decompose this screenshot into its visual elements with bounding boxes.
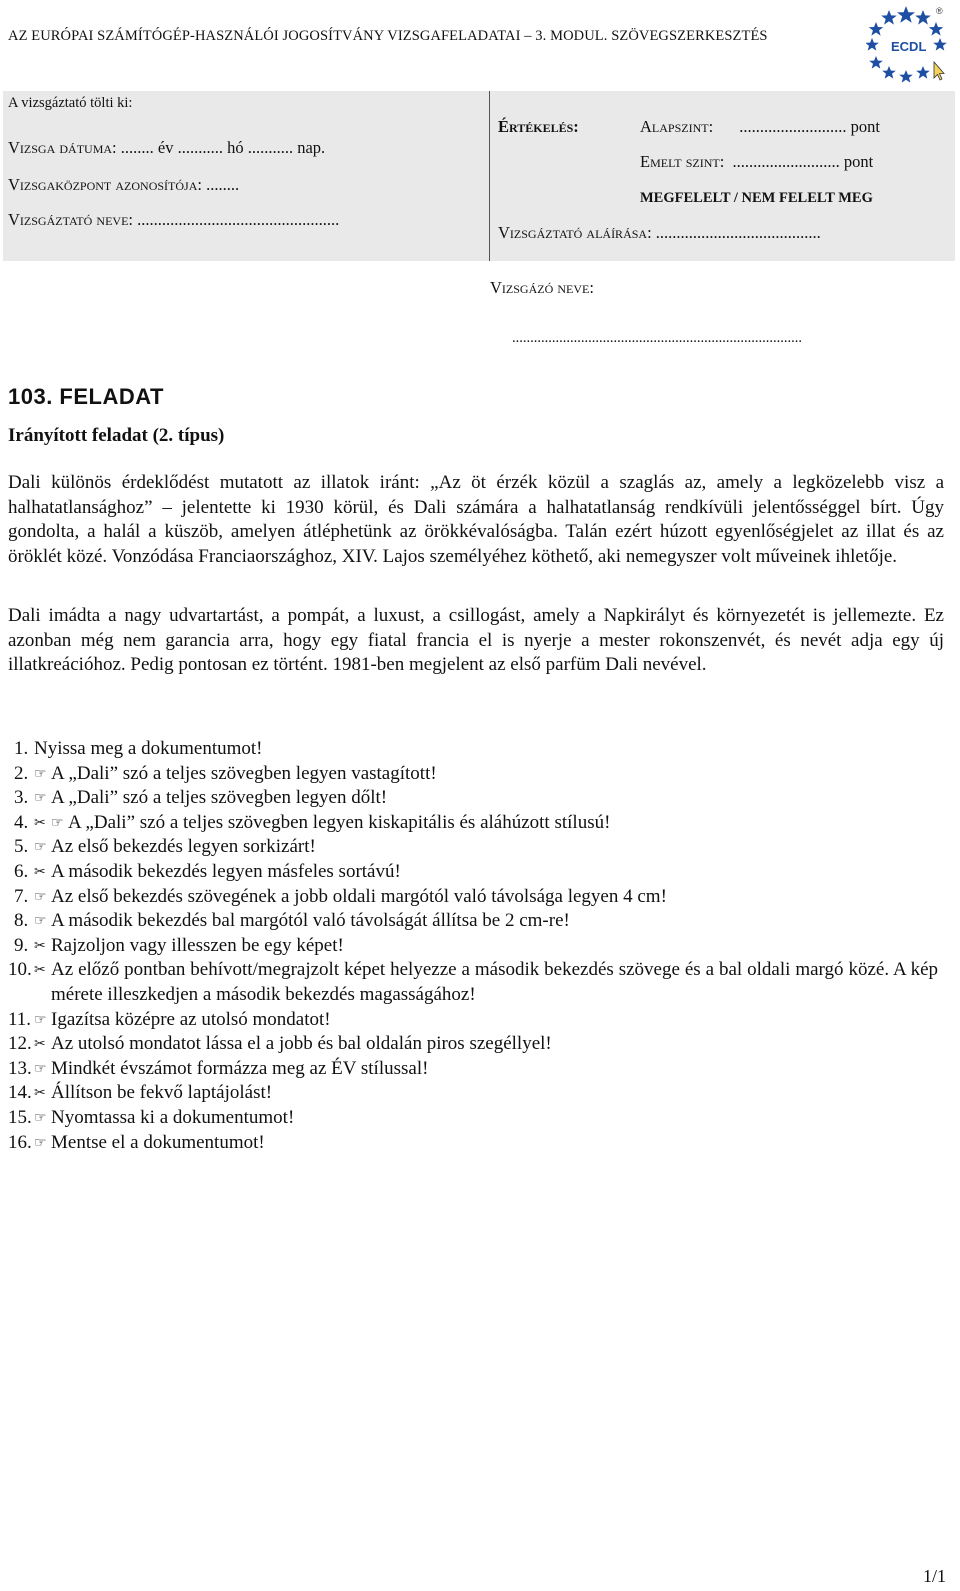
exam-date-row <box>8 138 325 158</box>
list-item: 3. ☞ A „Dali” szó a teljes szövegben legyen dőlt! <box>8 786 948 811</box>
form-left-heading: A vizsgáztató tölti ki: <box>8 95 133 111</box>
list-item: 11. ☞ Igazítsa középre az utolsó mondatot! <box>8 1008 948 1033</box>
scissors-icon: ✂ <box>34 962 46 979</box>
list-item: 9. ✂ Rajzoljon vagy illesszen be egy képet! <box>8 934 948 959</box>
list-item: 5. ☞ Az első bekezdés legyen sorkizárt! <box>8 835 948 860</box>
basic-level-label: Alapszint: <box>640 117 714 136</box>
evaluation-label: Értékelés: <box>498 117 579 136</box>
exam-center-value: ........ <box>206 175 240 194</box>
scissors-icon: ✂ <box>34 937 46 954</box>
page-number: 1/1 <box>922 1566 946 1586</box>
logo-registered: ® <box>936 6 943 16</box>
examiner-name-label: Vizsgáztató neve: <box>8 210 133 229</box>
advanced-level-value: .......................... pont <box>732 152 874 171</box>
logo-text: ECDL <box>891 39 927 54</box>
cursor-icon <box>934 62 944 80</box>
scissors-icon: ✂ <box>34 863 46 880</box>
pointing-hand-icon: ☞ <box>34 765 47 782</box>
list-item: 1. Nyissa meg a dokumentumot! <box>14 738 263 759</box>
scissors-icon: ✂ <box>34 1085 46 1102</box>
list-item: 7. ☞ Az első bekezdés szövegének a jobb oldali margótól való távolsága legyen 4 cm! <box>8 885 948 910</box>
task-list <box>8 737 948 1155</box>
list-item: 14. ✂ Állítson be fekvő laptájolást! <box>8 1081 948 1106</box>
form-divider <box>489 91 490 261</box>
candidate-name-label: Vizsgázó neve: <box>490 278 594 297</box>
examiner-name-value: ................................................. <box>137 210 340 229</box>
exam-center-label: Vizsgaközpont azonosítója: <box>8 175 202 194</box>
basic-level-row <box>640 117 880 137</box>
advanced-level-label: Emelt szint: <box>640 152 725 171</box>
ecdl-stars-icon <box>866 4 950 84</box>
signature-value: ........................................ <box>655 223 821 242</box>
pointing-hand-icon: ☞ <box>34 888 47 905</box>
exam-date-label: Vizsga dátuma: <box>8 138 117 157</box>
basic-level-value: .......................... pont <box>739 117 881 136</box>
header-title: AZ EURÓPAI SZÁMÍTÓGÉP-HASZNÁLÓI JOGOSÍTVÁNY VIZSGAFELADATAI – 3. MODUL. SZÖVEGSZERKESZTÉS <box>8 28 768 44</box>
list-item: 15. ☞ Nyomtassa ki a dokumentumot! <box>8 1106 948 1131</box>
list-item: 12. ✂ Az utolsó mondatot lássa el a jobb és bal oldalán piros szegéllyel! <box>8 1032 948 1057</box>
scissors-icon: ✂ <box>34 1036 46 1053</box>
list-item: 13. ☞ Mindkét évszámot formázza meg az ÉV stílussal! <box>8 1057 948 1082</box>
pointing-hand-icon: ☞ <box>34 913 47 930</box>
exam-date-value: ........ év ........... hó ........... nap. <box>120 138 326 157</box>
pointing-hand-icon: ☞ <box>34 1011 47 1028</box>
task-type: Irányított feladat (2. típus) <box>8 425 225 446</box>
signature-row <box>498 223 821 243</box>
pointing-hand-icon: ☞ <box>34 1109 47 1126</box>
list-item: 4. ✂ ☞ A „Dali” szó a teljes szövegben legyen kiskapitális és aláhúzott stílusú! <box>8 811 948 836</box>
exam-center-row <box>8 175 239 195</box>
pointing-hand-icon: ☞ <box>34 1060 47 1077</box>
list-item: 2. ☞ A „Dali” szó a teljes szövegben legyen vastagított! <box>8 762 948 787</box>
paragraph-2: Dali imádta a nagy udvartartást, a pompát, a luxust, a csillogást, amely a Napkirályt és környezetét is jellemezte. Ez azonban még nem garancia arra, hogy egy fiatal francia el is nyerje a mester rokonszenvét, és nevét adja egy új illatkreációhoz. Pedig pontosan ez történt. 1981-ben megjelent az első parfüm Dali nevével. <box>8 605 944 675</box>
list-item: 16. ☞ Mentse el a dokumentumot! <box>8 1131 948 1156</box>
task-number: 103. FELADAT <box>8 384 164 409</box>
examiner-name-row <box>8 210 339 230</box>
ecdl-logo <box>866 4 950 84</box>
result-label: MEGFELELT / NEM FELELT MEG <box>640 190 873 206</box>
pointing-hand-icon: ☞ <box>34 839 47 856</box>
advanced-level-row <box>640 152 873 172</box>
pointing-hand-icon: ☞ <box>34 790 47 807</box>
paragraph-1: Dali különös érdeklődést mutatott az illatok iránt: „Az öt érzék közül a szaglás az, amely a legközelebb visz a halhatatlansághoz” – jelentette ki 1930 körül, és Dali számára a halhatatlanság rendkívüli jelentősséggel bírt. Úgy gondolta, a halál a küszöb, amelyen átléphetünk az örökkévalóságba. Talán ezért húzott egyenlőségjelet az illat és az öröklét közé. Vonzódása Franciaországhoz, XIV. Lajos személyéhez köthető, aki nemegyszer volt műveinek ihletője. <box>8 472 944 567</box>
list-item: 6. ✂ A második bekezdés legyen másfeles sortávú! <box>8 860 948 885</box>
list-item: 8. ☞ A második bekezdés bal margótól való távolságát állítsa be 2 cm-re! <box>8 909 948 934</box>
scissors-icon: ✂ <box>34 814 46 831</box>
list-item: 10. ✂ Az előző pontban behívott/megrajzolt képet helyezze a második bekezdés szövege és a bal oldali margó közé. A kép mérete illeszkedjen a második bekezdés magasságához! <box>8 958 948 1007</box>
signature-label: Vizsgáztató aláírása: <box>498 223 652 242</box>
pointing-hand-icon: ☞ <box>51 814 64 831</box>
candidate-name-value: ................................................................................ <box>512 330 802 346</box>
pointing-hand-icon: ☞ <box>34 1134 47 1151</box>
